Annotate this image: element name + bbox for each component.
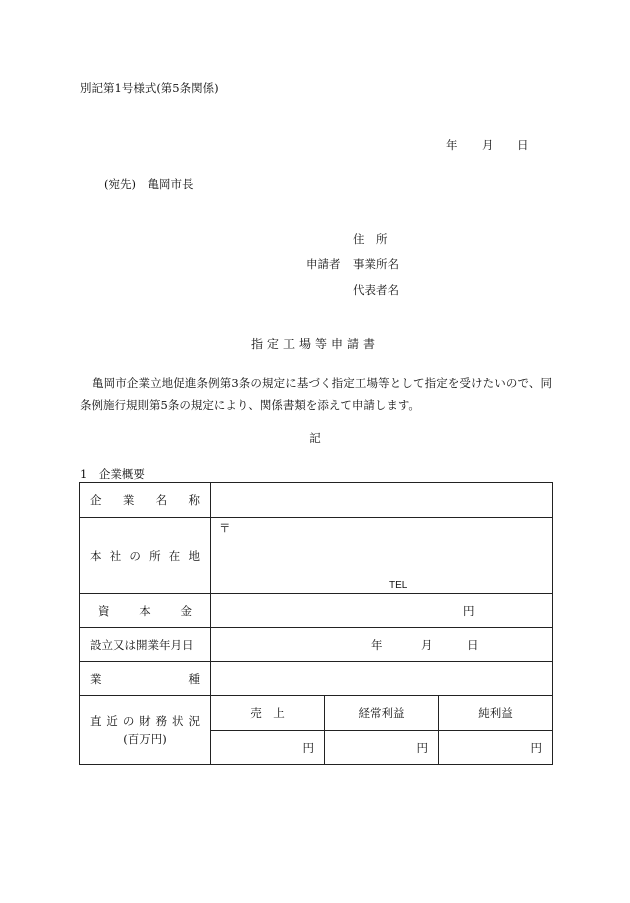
applicant-office-label: 事業所名 bbox=[353, 257, 399, 271]
row-industry bbox=[80, 662, 553, 696]
company-name-value[interactable] bbox=[211, 483, 553, 518]
capital-yen: 円 bbox=[463, 603, 475, 618]
tel-label: TEL bbox=[389, 580, 408, 591]
body-text: 亀岡市企業立地促進条例第3条の規定に基づく指定工場等として指定を受けたいので、同条例施行規則第5条の規定により、関係書類を添えて申請します。 bbox=[80, 376, 552, 412]
sales-yen: 円 bbox=[302, 740, 314, 755]
label-industry bbox=[80, 662, 211, 696]
applicant-address-label: 住 所 bbox=[353, 232, 388, 246]
row-company-name bbox=[80, 483, 553, 518]
industry-value[interactable] bbox=[211, 662, 553, 696]
row-established bbox=[80, 628, 553, 662]
financial-unit: (百万円) bbox=[123, 732, 167, 746]
established-value[interactable] bbox=[211, 628, 553, 662]
label-company-name bbox=[80, 483, 211, 518]
label-hq-location bbox=[80, 518, 211, 594]
row-hq-location bbox=[80, 518, 553, 594]
postal-mark: 〒 bbox=[219, 521, 231, 535]
industry-text: 業 種 bbox=[90, 671, 200, 686]
form-number: 別記第1号様式(第5条関係) bbox=[80, 81, 219, 95]
ordinary-profit-yen: 円 bbox=[416, 740, 428, 755]
capital-value[interactable] bbox=[211, 594, 553, 628]
financial-text: 直 近 の 財 務 状 況 bbox=[90, 714, 200, 728]
ordinary-profit-value[interactable] bbox=[325, 731, 439, 765]
header-ordinary-profit: 経常利益 bbox=[325, 696, 439, 731]
date-year: 年 bbox=[446, 138, 458, 152]
applicant-label: 申請者 bbox=[306, 257, 341, 271]
net-profit-value[interactable] bbox=[439, 731, 553, 765]
established-month: 月 bbox=[421, 638, 433, 652]
company-name-text: 企 業 名 称 bbox=[90, 493, 200, 507]
capital-text: 資 本 金 bbox=[98, 603, 192, 618]
hq-location-text: 本 社 の 所 在 地 bbox=[90, 548, 200, 563]
addressee: (宛先) 亀岡市長 bbox=[104, 177, 194, 191]
date-day: 日 bbox=[517, 138, 529, 152]
established-year: 年 bbox=[371, 638, 383, 652]
ki-heading: 記 bbox=[309, 431, 321, 445]
document-title: 指定工場等申請書 bbox=[250, 337, 379, 351]
established-day: 日 bbox=[467, 638, 479, 652]
header-net-profit: 純利益 bbox=[439, 696, 553, 731]
row-financial-headers bbox=[80, 696, 553, 731]
company-overview-table bbox=[79, 482, 553, 765]
section-heading: 1 企業概要 bbox=[80, 467, 145, 481]
label-established: 設立又は開業年月日 bbox=[80, 628, 211, 662]
label-capital bbox=[80, 594, 211, 628]
row-capital bbox=[80, 594, 553, 628]
applicant-representative-label: 代表者名 bbox=[353, 283, 399, 297]
sales-value[interactable] bbox=[211, 731, 325, 765]
net-profit-yen: 円 bbox=[530, 740, 543, 755]
label-financial bbox=[80, 696, 211, 765]
hq-location-value[interactable] bbox=[211, 518, 553, 594]
header-sales: 売 上 bbox=[211, 696, 325, 731]
date-month: 月 bbox=[482, 138, 494, 152]
